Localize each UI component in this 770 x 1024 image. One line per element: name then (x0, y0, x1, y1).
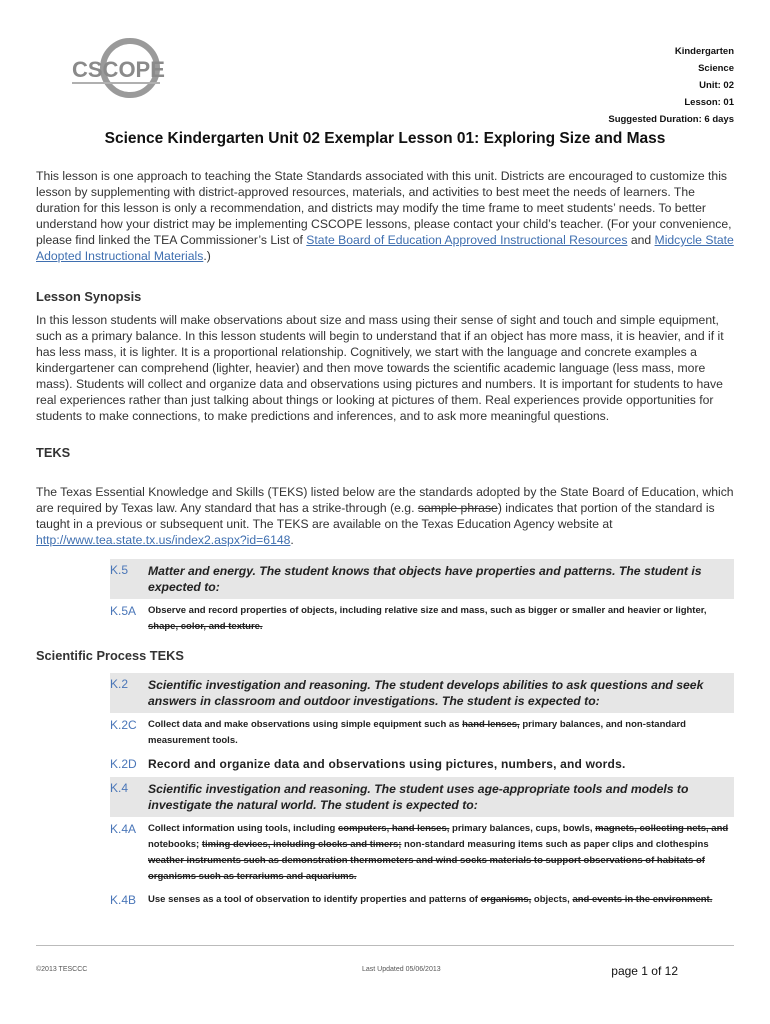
sboe-resources-link[interactable]: State Board of Education Approved Instructional Resources (306, 233, 628, 247)
teks-code: K.5 (110, 563, 129, 577)
lesson-meta (608, 43, 734, 128)
duration-label: Suggested Duration: 6 days (608, 114, 734, 125)
teks-se-text: Observe and record properties of objects, including relative size and mass, such as bigger or smaller and heavier or lighter, shape, color, and texture. (148, 605, 707, 632)
teks-statement-text: Matter and energy. The student knows that objects have properties and patterns. The student is expected to: (148, 564, 702, 594)
unit-label: Unit: 02 (699, 80, 734, 91)
teks-paragraph: The Texas Essential Knowledge and Skills (TEKS) listed below are the standards adopted by the State Board of Education, which are required by Texas law. Any standard that has a strike-through (e.g. sample phrase) indicates that portion of the standard is taught in a previous or subsequent unit. The TEKS are available on the Texas Education Agency website at http://www.tea.state.tx.us/index2.aspx?id=6148. (36, 485, 734, 547)
tea-website-link[interactable]: http://www.tea.state.tx.us/index2.aspx?id=6148 (36, 533, 291, 547)
synopsis-paragraph: In this lesson students will make observations about size and mass using their sense of sight and touch and simple equipment, such as a primary balance. In this lesson students will begin to understand that if an object has more mass, it is heavier, and if it has less mass, it is lighter. It is a proportional relationship. Cognitively, we start with the language and concrete examples a kindergartener can comprehend (lighter, heavier) and then move towards the scientific academic language (less mass, more mass). Students will collect and organize data and observations using pictures and numbers. It is important for students to have real experiences rather than just talking about things or looking at pictures of them. Real experiences provide opportunities for students to make connections, to make predictions and inferences, and to ask more meaningful questions. (36, 313, 724, 423)
teks-k2-statement (110, 673, 734, 713)
teks-code: K.4B (110, 893, 137, 907)
synopsis-heading: Lesson Synopsis (36, 289, 142, 304)
teks-heading: TEKS (36, 445, 71, 460)
teks-code: K.2D (110, 757, 137, 771)
midcycle-materials-link[interactable]: Midcycle State Adopted Instructional Materials (36, 233, 734, 263)
teks-code: K.2C (110, 718, 137, 732)
teks-se-text: Collect information using tools, including computers, hand lenses, primary balances, cups, bowls, magnets, collecting nets, and notebooks; timing devices, including clocks and timers; non-standard measuring items such as paper clips and clothespins weather instruments such as demonstration thermometers and wind socks materials to support observations of habitats of organisms such as terrariums and aquariums. (148, 823, 729, 882)
cscope-logo (70, 38, 180, 102)
teks-se-text: Collect data and make observations using simple equipment such as hand lenses, primary balances, and non-standard measurement tools. (148, 719, 686, 746)
teks-code: K.2 (110, 677, 129, 691)
teks-se-text: Use senses as a tool of observation to identify properties and patterns of organisms, objects, and events in the environment. (148, 894, 713, 905)
subject-label: Science (698, 63, 734, 74)
logo-wordmark: CSCOPE (72, 57, 165, 82)
teks-k2d (110, 753, 734, 772)
teks-se-text: Record and organize data and observations using pictures, numbers, and words. (148, 757, 626, 771)
teks-k5a (110, 600, 734, 635)
teks-k4-statement (110, 777, 734, 817)
teks-code: K.4 (110, 781, 129, 795)
process-teks-heading: Scientific Process TEKS (36, 648, 184, 663)
teks-statement-text: Scientific investigation and reasoning. The student develops abilities to ask questions and seek answers in classroom and outdoor investigations. The student is expected to: (148, 678, 704, 708)
intro-paragraph: This lesson is one approach to teaching the State Standards associated with this unit. Districts are encouraged to customize this lesson by supplementing with district-approved resources, materials, and activities to best meet the needs of learners. The duration for this lesson is only a recommendation, and districts may modify the time frame to meet students’ needs. To better understand how your district may be implementing CSCOPE lessons, please contact your child’s teacher. (For your convenience, please find linked the TEA Commissioner’s List of State Board of Education Approved Instructional Resources and Midcycle State Adopted Instructional Materials.) (36, 169, 734, 263)
footer-divider (36, 945, 734, 946)
page-title: Science Kindergarten Unit 02 Exemplar Lesson 01: Exploring Size and Mass (104, 130, 666, 147)
teks-k4b (110, 889, 734, 908)
last-updated: Last Updated 05/06/2013 (362, 966, 441, 973)
teks-k2c (110, 714, 734, 749)
teks-k4a (110, 818, 734, 885)
teks-code: K.4A (110, 822, 137, 836)
teks-code: K.5A (110, 604, 137, 618)
grade-label: Kindergarten (674, 46, 734, 57)
teks-k5-statement (110, 559, 734, 599)
teks-statement-text: Scientific investigation and reasoning. The student uses age-appropriate tools and models to investigate the natural world. The student is expected to: (148, 782, 689, 812)
page-number: page 1 of 12 (611, 964, 678, 978)
copyright: ©2013 TESCCC (36, 966, 88, 973)
lesson-label: Lesson: 01 (684, 97, 734, 108)
